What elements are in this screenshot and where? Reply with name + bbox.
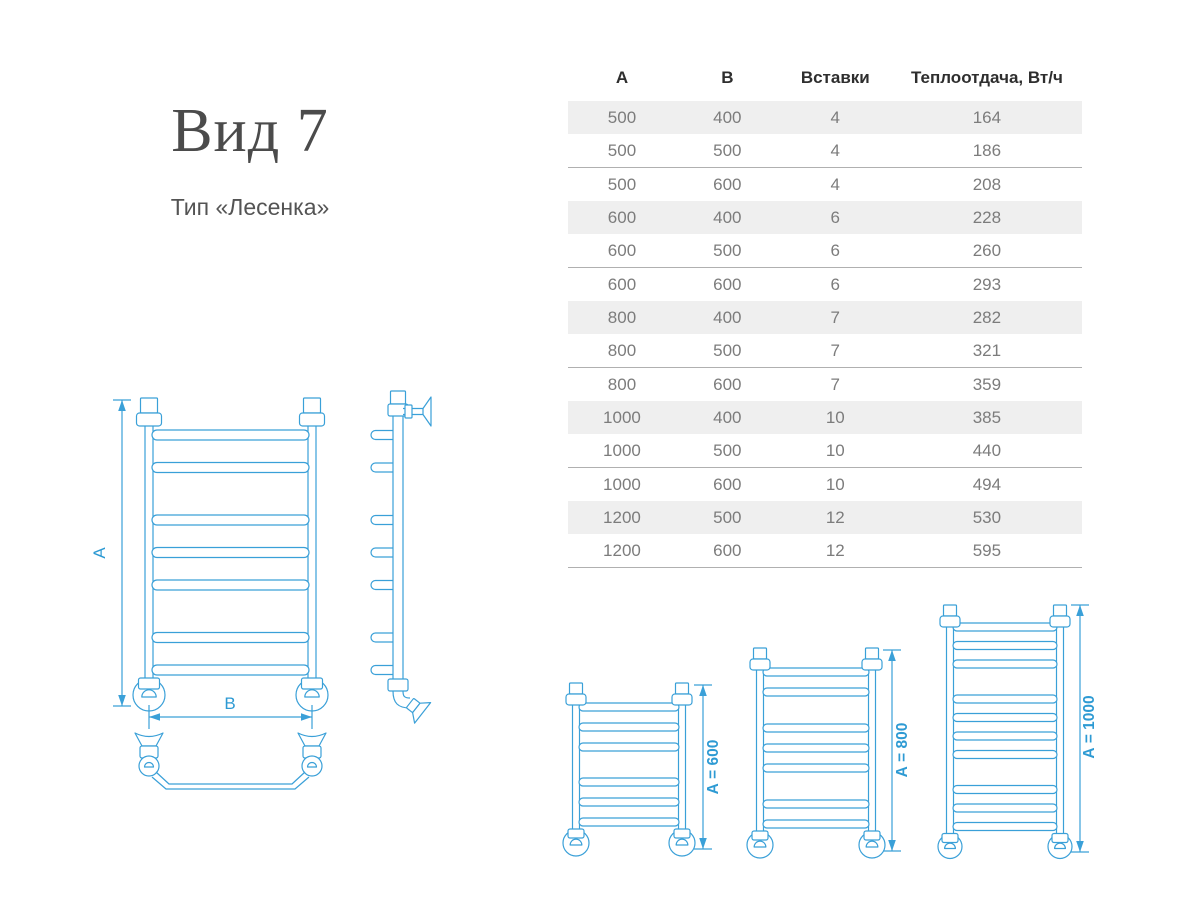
table-cell: 1000	[568, 401, 676, 434]
table-cell: 800	[607, 374, 637, 394]
table-row	[568, 368, 1082, 402]
table-cell: 600	[713, 174, 742, 194]
table-row	[568, 101, 1082, 134]
spec-table-header	[568, 55, 1082, 101]
table-cell: 400	[676, 301, 779, 334]
page-title: Вид 7	[171, 97, 329, 165]
side-view	[371, 391, 431, 723]
size-drawing-800	[744, 640, 936, 868]
table-row	[568, 334, 1082, 368]
table-cell: 500	[568, 134, 676, 168]
table-row	[568, 168, 1082, 202]
table-cell: 7	[779, 334, 892, 368]
table-cell: 12	[779, 501, 892, 534]
table-row	[568, 201, 1082, 234]
page-subtitle: Тип «Лесенка»	[170, 194, 330, 220]
size-ladder	[563, 683, 695, 856]
table-cell: 228	[892, 201, 1082, 234]
table-cell: 500	[568, 101, 676, 134]
table-cell: 293	[972, 274, 1002, 294]
table-cell: 186	[892, 134, 1082, 168]
size-drawing-600	[552, 672, 742, 874]
size-ladder	[747, 648, 885, 858]
table-cell: 600	[713, 274, 742, 294]
column-header-a: А	[615, 68, 629, 87]
table-cell: 10	[825, 474, 845, 494]
table-cell: 6	[779, 234, 892, 268]
table-cell: 500	[676, 134, 779, 168]
table-cell: 400	[676, 201, 779, 234]
table-cell: 321	[892, 334, 1082, 368]
table-cell: 359	[972, 374, 1002, 394]
table-row	[568, 468, 1082, 502]
svg-text:А = 800: А = 800	[894, 722, 911, 778]
table-row	[568, 401, 1082, 434]
table-row	[568, 501, 1082, 534]
size-ladder	[938, 605, 1072, 859]
table-cell: 4	[830, 174, 840, 194]
table-cell: 500	[676, 501, 779, 534]
svg-text:А = 600: А = 600	[705, 739, 722, 795]
dimension-line	[694, 685, 722, 849]
table-cell: 164	[892, 101, 1082, 134]
table-cell: 600	[607, 274, 637, 294]
table-row	[568, 234, 1082, 268]
table-cell: 600	[568, 201, 676, 234]
top-view	[135, 733, 326, 789]
main-technical-drawing	[90, 385, 460, 800]
table-cell: 595	[892, 534, 1082, 568]
table-row	[568, 134, 1082, 168]
table-row	[568, 301, 1082, 334]
table-cell: 12	[779, 534, 892, 568]
size-drawing-1000	[932, 596, 1114, 864]
front-view	[133, 398, 328, 711]
column-header-inserts: Вставки	[800, 68, 870, 87]
table-cell: 600	[713, 374, 742, 394]
table-cell: 1000	[568, 434, 676, 468]
table-cell: 600	[568, 234, 676, 268]
table-cell: 494	[972, 474, 1002, 494]
table-cell: 400	[676, 101, 779, 134]
table-row	[568, 534, 1082, 568]
table-cell: 500	[676, 334, 779, 368]
column-header-heat-output: Теплоотдача, Вт/ч	[910, 68, 1063, 87]
table-row	[568, 434, 1082, 468]
column-header-b: В	[721, 68, 734, 87]
table-row	[568, 268, 1082, 302]
svg-text:В: В	[224, 694, 236, 713]
table-cell: 6	[779, 201, 892, 234]
table-cell: 500	[676, 434, 779, 468]
table-cell: 385	[892, 401, 1082, 434]
table-cell: 10	[779, 434, 892, 468]
svg-text:А = 1000: А = 1000	[1081, 695, 1098, 759]
table-cell: 400	[676, 401, 779, 434]
table-cell: 282	[892, 301, 1082, 334]
svg-text:А: А	[90, 547, 109, 559]
spec-table	[568, 55, 1082, 568]
table-cell: 440	[892, 434, 1082, 468]
dimension-lines	[90, 400, 312, 729]
table-cell: 800	[568, 301, 676, 334]
table-cell: 600	[713, 474, 742, 494]
table-cell: 1200	[568, 501, 676, 534]
table-cell: 600	[676, 534, 779, 568]
table-cell: 6	[830, 274, 840, 294]
table-cell: 4	[779, 101, 892, 134]
dimension-line	[883, 650, 911, 851]
table-cell: 7	[830, 374, 840, 394]
table-cell: 500	[676, 234, 779, 268]
table-cell: 260	[892, 234, 1082, 268]
title-block	[95, 97, 405, 221]
table-cell: 800	[568, 334, 676, 368]
dimension-line	[1071, 605, 1098, 852]
spec-table-body	[568, 101, 1082, 568]
table-cell: 1200	[568, 534, 676, 568]
table-cell: 4	[779, 134, 892, 168]
table-cell: 530	[892, 501, 1082, 534]
table-cell: 1000	[603, 474, 641, 494]
table-cell: 500	[607, 174, 637, 194]
table-cell: 208	[972, 174, 1002, 194]
table-cell: 10	[779, 401, 892, 434]
table-cell: 7	[779, 301, 892, 334]
